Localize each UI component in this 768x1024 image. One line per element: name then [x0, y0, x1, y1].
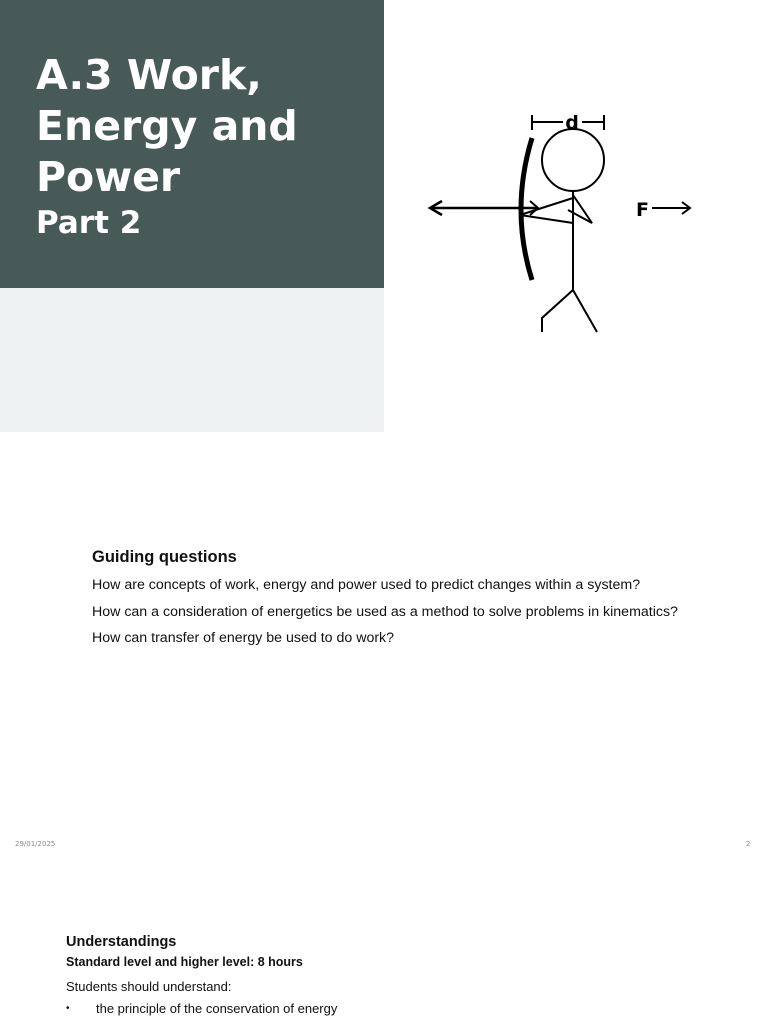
question-3: How can transfer of energy be used to do work?	[92, 630, 395, 646]
archer-legs	[542, 290, 597, 332]
archer-diagram	[420, 100, 710, 340]
title-line-2: Energy and	[36, 102, 298, 150]
slide-subtitle: Part 2	[36, 205, 142, 241]
title-panel	[0, 0, 384, 288]
guiding-questions	[92, 546, 732, 652]
bullet-symbol: •	[66, 1003, 70, 1014]
slide-date: 29/01/2025	[15, 840, 56, 848]
title-line-1: A.3 Work,	[36, 51, 262, 99]
guiding-heading: Guiding questions	[92, 548, 237, 566]
understandings-section	[66, 932, 726, 1020]
force-label: F	[636, 199, 649, 221]
understandings-intro: Students should understand:	[66, 979, 232, 994]
level-hours: Standard level and higher level: 8 hours	[66, 955, 303, 969]
understandings-list	[66, 998, 726, 1020]
list-item	[66, 998, 726, 1020]
title-line-3: Power	[36, 153, 181, 201]
force-arrow	[652, 202, 690, 214]
slide-number: 2	[746, 840, 751, 848]
list-item-text: the principle of the conservation of energy	[96, 1001, 338, 1016]
archer-head	[542, 129, 604, 191]
understandings-heading: Understandings	[66, 934, 177, 950]
slide-title	[36, 50, 366, 203]
distance-label: d	[565, 112, 579, 134]
question-2: How can a consideration of energetics be used as a method to solve problems in kinematics?	[92, 603, 678, 620]
question-1: How are concepts of work, energy and power used to predict changes within a system?	[92, 577, 641, 593]
decorative-panel	[0, 288, 384, 432]
archer-front-arm	[520, 198, 573, 223]
